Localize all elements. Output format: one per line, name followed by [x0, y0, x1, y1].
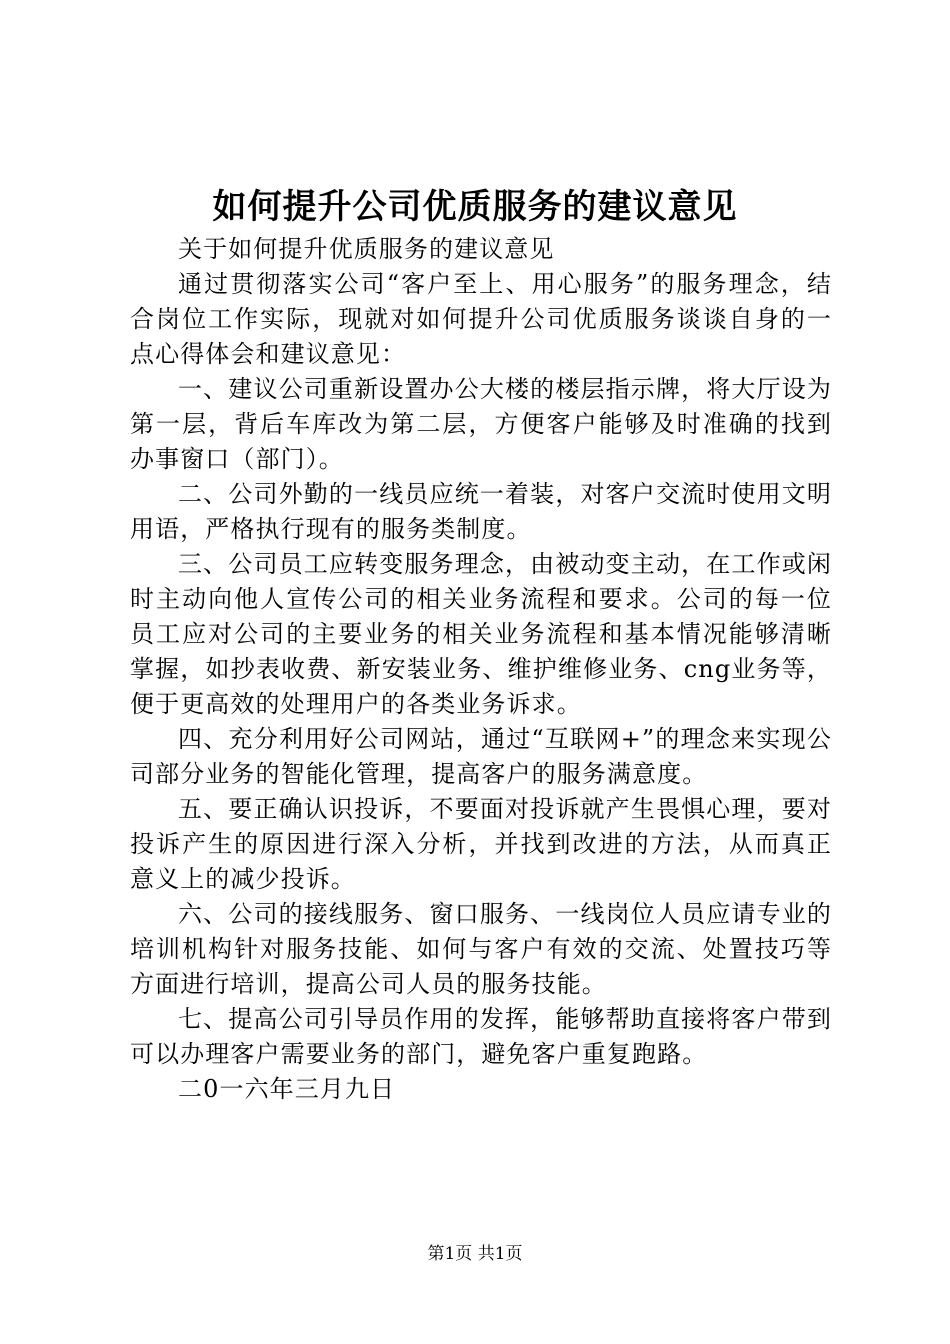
- paragraph-item-4: 四、充分利用好公司网站，通过“互联网+”的理念来实现公司部分业务的智能化管理，提高客户的服务满意度。: [130, 725, 832, 788]
- paragraph-item-2: 二、公司外勤的一线员应统一着装，对客户交流时使用文明用语，严格执行现有的服务类制度。: [130, 480, 832, 543]
- paragraph-item-7: 七、提高公司引导员作用的发挥，能够帮助直接将客户带到可以办理客户需要业务的部门，避免客户重复跑路。: [130, 1005, 832, 1068]
- paragraph-item-1: 一、建议公司重新设置办公大楼的楼层指示牌，将大厅设为第一层，背后车库改为第二层，方便客户能够及时准确的找到办事窗口（部门）。: [130, 375, 832, 473]
- document-body: [130, 232, 832, 1107]
- paragraph-subtitle: 关于如何提升优质服务的建议意见: [178, 235, 555, 263]
- document-title: 如何提升公司优质服务的建议意见: [212, 187, 738, 227]
- paragraph-item-6: 六、公司的接线服务、窗口服务、一线岗位人员应请专业的培训机构针对服务技能、如何与客户有效的交流、处置技巧等方面进行培训，提高公司人员的服务技能。: [130, 900, 832, 998]
- paragraph-item-5: 五、要正确认识投诉，不要面对投诉就产生畏惧心理，要对投诉产生的原因进行深入分析，并找到改进的方法，从而真正意义上的减少投诉。: [130, 795, 832, 893]
- paragraph-intro: 通过贯彻落实公司“客户至上、用心服务”的服务理念，结合岗位工作实际，现就对如何提升公司优质服务谈谈自身的一点心得体会和建议意见：: [130, 270, 832, 368]
- paragraph-date: 二0一六年三月九日: [178, 1075, 396, 1103]
- page-number-footer: 第1页 共1页: [427, 1244, 523, 1264]
- paragraph-item-3: 三、公司员工应转变服务理念，由被动变主动，在工作或闲时主动向他人宣传公司的相关业务流程和要求。公司的每一位员工应对公司的主要业务的相关业务流程和基本情况能够清晰掌握，如抄表收费、新安装业务、维护维修业务、cng业务等，便于更高效的处理用户的各类业务诉求。: [130, 550, 832, 718]
